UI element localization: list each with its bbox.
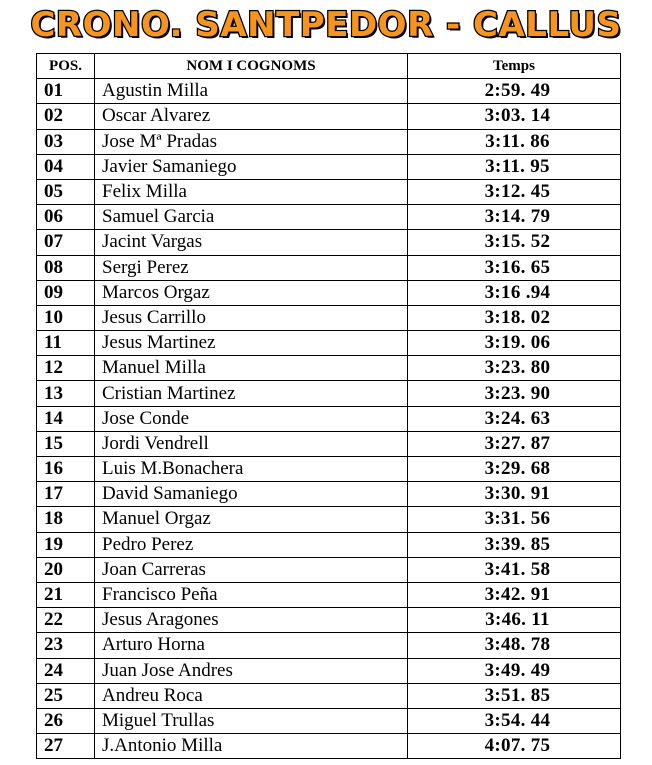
table-row — [37, 305, 621, 330]
table-row — [37, 129, 621, 154]
name-cell: Javier Samaniego — [95, 154, 408, 179]
position-cell: 22 — [37, 608, 95, 633]
table-row — [37, 255, 621, 280]
name-cell: Jose Mª Pradas — [95, 129, 408, 154]
table-row — [37, 683, 621, 708]
name-cell: Jesus Martinez — [95, 331, 408, 356]
table-row — [37, 608, 621, 633]
name-cell: Francisco Peña — [95, 582, 408, 607]
table-row — [37, 154, 621, 179]
name-cell: Agustin Milla — [95, 79, 408, 104]
time-cell: 3:24. 63 — [408, 406, 621, 431]
name-cell: Manuel Milla — [95, 356, 408, 381]
time-cell: 3:27. 87 — [408, 431, 621, 456]
table-row — [37, 431, 621, 456]
name-cell: Luis M.Bonachera — [95, 457, 408, 482]
position-cell: 06 — [37, 205, 95, 230]
time-cell: 3:14. 79 — [408, 205, 621, 230]
position-cell: 02 — [37, 104, 95, 129]
name-cell: J.Antonio Milla — [95, 734, 408, 759]
table-row — [37, 179, 621, 204]
position-cell: 14 — [37, 406, 95, 431]
time-cell: 3:41. 58 — [408, 557, 621, 582]
time-cell: 3:15. 52 — [408, 230, 621, 255]
table-row — [37, 406, 621, 431]
time-cell: 3:11. 95 — [408, 154, 621, 179]
table-row — [37, 331, 621, 356]
position-cell: 24 — [37, 658, 95, 683]
time-cell: 3:51. 85 — [408, 683, 621, 708]
name-cell: Joan Carreras — [95, 557, 408, 582]
position-cell: 21 — [37, 582, 95, 607]
time-cell: 3:18. 02 — [408, 305, 621, 330]
name-cell: Andreu Roca — [95, 683, 408, 708]
table-row — [37, 104, 621, 129]
time-cell: 3:23. 90 — [408, 381, 621, 406]
position-cell: 13 — [37, 381, 95, 406]
table-row — [37, 532, 621, 557]
position-cell: 25 — [37, 683, 95, 708]
table-row — [37, 381, 621, 406]
time-cell: 3:31. 56 — [408, 507, 621, 532]
results-body — [37, 79, 621, 759]
table-row — [37, 356, 621, 381]
column-header-position: POS. — [37, 54, 95, 79]
time-cell: 3:29. 68 — [408, 457, 621, 482]
time-cell: 3:11. 86 — [408, 129, 621, 154]
position-cell: 08 — [37, 255, 95, 280]
page-title: CRONO. SANTPEDOR - CALLUS — [30, 5, 622, 45]
time-cell: 3:39. 85 — [408, 532, 621, 557]
position-cell: 11 — [37, 331, 95, 356]
time-cell: 3:48. 78 — [408, 633, 621, 658]
position-cell: 01 — [37, 79, 95, 104]
name-cell: Marcos Orgaz — [95, 280, 408, 305]
table-row — [37, 633, 621, 658]
table-header-row — [37, 54, 621, 79]
name-cell: Jose Conde — [95, 406, 408, 431]
name-cell: Sergi Perez — [95, 255, 408, 280]
table-row — [37, 557, 621, 582]
name-cell: Jordi Vendrell — [95, 431, 408, 456]
name-cell: Oscar Alvarez — [95, 104, 408, 129]
table-row — [37, 79, 621, 104]
name-cell: Manuel Orgaz — [95, 507, 408, 532]
name-cell: Samuel Garcia — [95, 205, 408, 230]
position-cell: 26 — [37, 708, 95, 733]
position-cell: 20 — [37, 557, 95, 582]
results-table — [36, 53, 621, 759]
time-cell: 3:46. 11 — [408, 608, 621, 633]
position-cell: 23 — [37, 633, 95, 658]
time-cell: 3:19. 06 — [408, 331, 621, 356]
position-cell: 03 — [37, 129, 95, 154]
position-cell: 17 — [37, 482, 95, 507]
table-row — [37, 582, 621, 607]
position-cell: 07 — [37, 230, 95, 255]
position-cell: 19 — [37, 532, 95, 557]
table-row — [37, 230, 621, 255]
time-cell: 3:23. 80 — [408, 356, 621, 381]
position-cell: 12 — [37, 356, 95, 381]
position-cell: 05 — [37, 179, 95, 204]
table-row — [37, 734, 621, 759]
position-cell: 16 — [37, 457, 95, 482]
time-cell: 3:42. 91 — [408, 582, 621, 607]
time-cell: 3:54. 44 — [408, 708, 621, 733]
table-row — [37, 457, 621, 482]
name-cell: David Samaniego — [95, 482, 408, 507]
time-cell: 4:07. 75 — [408, 734, 621, 759]
time-cell: 3:49. 49 — [408, 658, 621, 683]
column-header-name: NOM I COGNOMS — [95, 54, 408, 79]
position-cell: 18 — [37, 507, 95, 532]
table-row — [37, 708, 621, 733]
time-cell: 3:16 .94 — [408, 280, 621, 305]
table-row — [37, 658, 621, 683]
position-cell: 09 — [37, 280, 95, 305]
time-cell: 3:12. 45 — [408, 179, 621, 204]
time-cell: 2:59. 49 — [408, 79, 621, 104]
time-cell: 3:16. 65 — [408, 255, 621, 280]
position-cell: 04 — [37, 154, 95, 179]
time-cell: 3:03. 14 — [408, 104, 621, 129]
name-cell: Jacint Vargas — [95, 230, 408, 255]
position-cell: 27 — [37, 734, 95, 759]
name-cell: Felix Milla — [95, 179, 408, 204]
position-cell: 10 — [37, 305, 95, 330]
table-row — [37, 205, 621, 230]
table-row — [37, 280, 621, 305]
name-cell: Cristian Martinez — [95, 381, 408, 406]
name-cell: Pedro Perez — [95, 532, 408, 557]
name-cell: Jesus Aragones — [95, 608, 408, 633]
name-cell: Jesus Carrillo — [95, 305, 408, 330]
table-row — [37, 482, 621, 507]
name-cell: Juan Jose Andres — [95, 658, 408, 683]
column-header-time: Temps — [408, 54, 621, 79]
table-row — [37, 507, 621, 532]
name-cell: Miguel Trullas — [95, 708, 408, 733]
name-cell: Arturo Horna — [95, 633, 408, 658]
position-cell: 15 — [37, 431, 95, 456]
time-cell: 3:30. 91 — [408, 482, 621, 507]
